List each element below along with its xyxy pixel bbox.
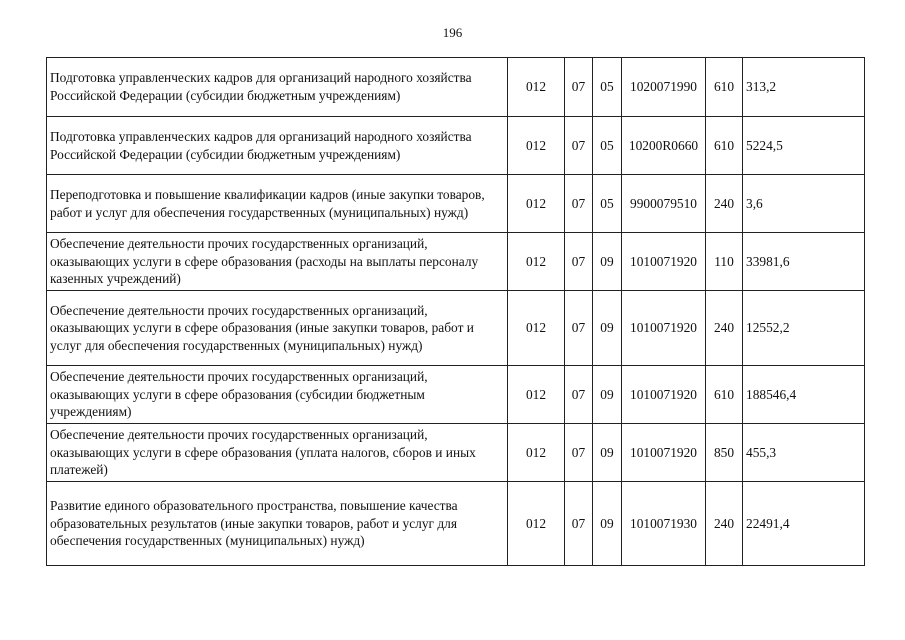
target-article-code: 1010071920 xyxy=(622,233,706,291)
expense-type-code: 850 xyxy=(706,424,743,482)
amount-value: 12552,2 xyxy=(743,291,865,366)
target-article-code: 1010071930 xyxy=(622,482,706,566)
table-row xyxy=(47,117,865,175)
amount-value: 3,6 xyxy=(743,175,865,233)
row-name: Обеспечение деятельности прочих государственных организаций, оказывающих услуги в сфере образования (субсидии бюджетным учреждениям) xyxy=(47,366,508,424)
target-article-code: 9900079510 xyxy=(622,175,706,233)
row-name: Обеспечение деятельности прочих государственных организаций, оказывающих услуги в сфере образования (уплата налогов, сборов и иных платежей) xyxy=(47,424,508,482)
section-code: 07 xyxy=(565,366,593,424)
row-name: Развитие единого образовательного пространства, повышение качества образовательных результатов (иные закупки товаров, работ и услуг для обеспечения государственных (муниципальных) нужд) xyxy=(47,482,508,566)
row-name: Подготовка управленческих кадров для организаций народного хозяйства Российской Федерации (субсидии бюджетным учреждениям) xyxy=(47,117,508,175)
table-row xyxy=(47,424,865,482)
target-article-code: 1010071920 xyxy=(622,366,706,424)
budget-table xyxy=(46,57,865,566)
amount-value: 188546,4 xyxy=(743,366,865,424)
expense-type-code: 610 xyxy=(706,58,743,117)
row-name: Обеспечение деятельности прочих государственных организаций, оказывающих услуги в сфере образования (расходы на выплаты персоналу казенных учреждений) xyxy=(47,233,508,291)
subsection-code: 09 xyxy=(593,291,622,366)
ministry-code: 012 xyxy=(508,58,565,117)
table-row xyxy=(47,366,865,424)
section-code: 07 xyxy=(565,482,593,566)
table-row xyxy=(47,175,865,233)
expense-type-code: 610 xyxy=(706,366,743,424)
expense-type-code: 240 xyxy=(706,175,743,233)
page-number: 196 xyxy=(442,25,463,40)
amount-value: 5224,5 xyxy=(743,117,865,175)
section-code: 07 xyxy=(565,58,593,117)
section-code: 07 xyxy=(565,424,593,482)
table-row xyxy=(47,482,865,566)
amount-value: 455,3 xyxy=(743,424,865,482)
target-article-code: 1020071990 xyxy=(622,58,706,117)
amount-value: 33981,6 xyxy=(743,233,865,291)
table-row xyxy=(47,58,865,117)
row-name: Подготовка управленческих кадров для организаций народного хозяйства Российской Федерации (субсидии бюджетным учреждениям) xyxy=(47,58,508,117)
ministry-code: 012 xyxy=(508,117,565,175)
row-name: Обеспечение деятельности прочих государственных организаций, оказывающих услуги в сфере образования (иные закупки товаров, работ и услуг для обеспечения государственных (муниципальных) нужд) xyxy=(47,291,508,366)
subsection-code: 05 xyxy=(593,58,622,117)
ministry-code: 012 xyxy=(508,291,565,366)
subsection-code: 09 xyxy=(593,424,622,482)
ministry-code: 012 xyxy=(508,482,565,566)
target-article-code: 1010071920 xyxy=(622,424,706,482)
subsection-code: 09 xyxy=(593,233,622,291)
section-code: 07 xyxy=(565,175,593,233)
table-body xyxy=(47,58,865,566)
table-row xyxy=(47,291,865,366)
amount-value: 22491,4 xyxy=(743,482,865,566)
row-name: Переподготовка и повышение квалификации кадров (иные закупки товаров, работ и услуг для обеспечения государственных (муниципальных) нужд) xyxy=(47,175,508,233)
ministry-code: 012 xyxy=(508,366,565,424)
ministry-code: 012 xyxy=(508,175,565,233)
table-row xyxy=(47,233,865,291)
section-code: 07 xyxy=(565,117,593,175)
section-code: 07 xyxy=(565,291,593,366)
target-article-code: 10200R0660 xyxy=(622,117,706,175)
target-article-code: 1010071920 xyxy=(622,291,706,366)
expense-type-code: 610 xyxy=(706,117,743,175)
subsection-code: 05 xyxy=(593,175,622,233)
expense-type-code: 110 xyxy=(706,233,743,291)
section-code: 07 xyxy=(565,233,593,291)
subsection-code: 09 xyxy=(593,366,622,424)
expense-type-code: 240 xyxy=(706,291,743,366)
ministry-code: 012 xyxy=(508,424,565,482)
subsection-code: 05 xyxy=(593,117,622,175)
ministry-code: 012 xyxy=(508,233,565,291)
subsection-code: 09 xyxy=(593,482,622,566)
expense-type-code: 240 xyxy=(706,482,743,566)
amount-value: 313,2 xyxy=(743,58,865,117)
